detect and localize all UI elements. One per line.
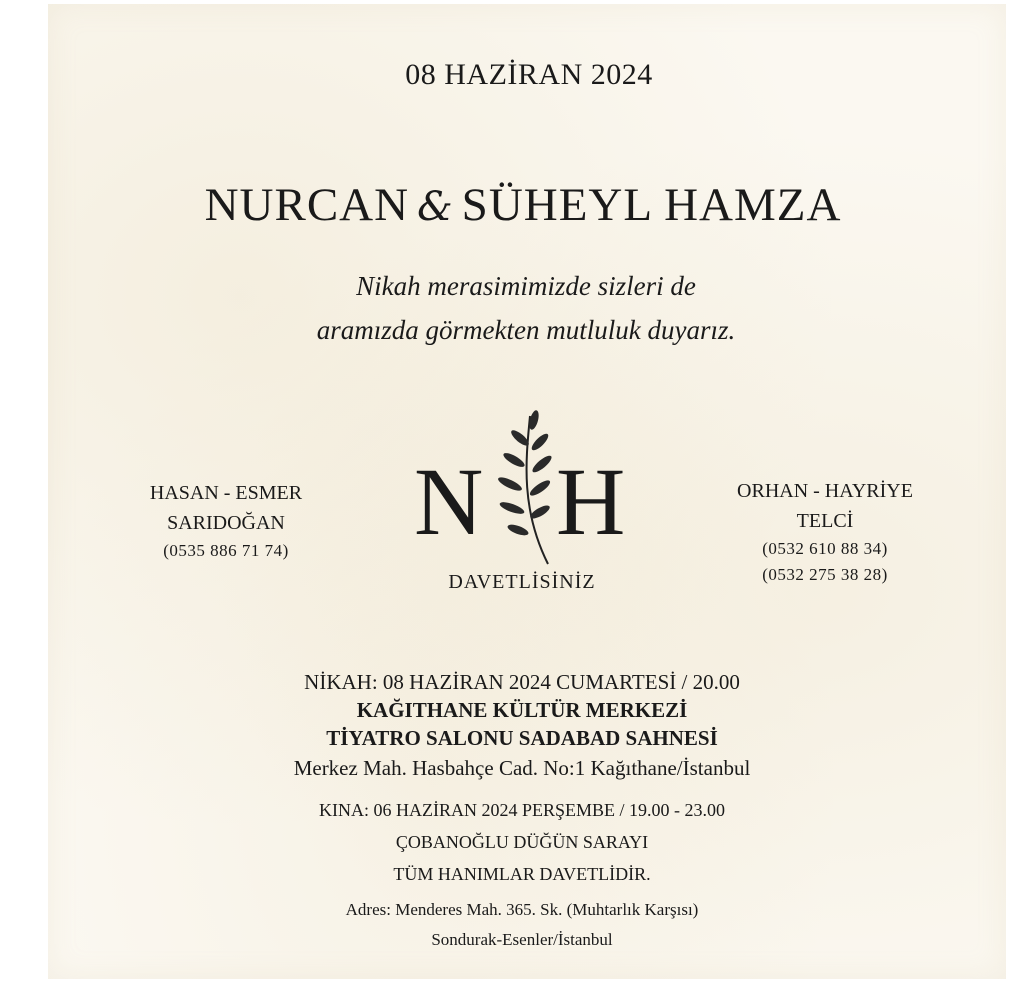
bride-name: NURCAN <box>204 179 410 231</box>
nikah-venue-1: KAĞITHANE KÜLTÜR MERKEZİ <box>356 698 688 722</box>
groom-family <box>737 476 913 588</box>
groom-parents: ORHAN - HAYRİYE <box>737 480 913 502</box>
invited-label: DAVETLİSİNİZ <box>448 571 596 593</box>
groom-phone-2: (0532 275 38 28) <box>762 565 888 584</box>
kina-address-2: Sondurak-Esenler/İstanbul <box>431 930 613 949</box>
nikah-venue-2: TİYATRO SALONU SADABAD SAHNESİ <box>326 726 718 750</box>
bride-family <box>150 478 302 564</box>
message-line-1: Nikah merasimimizde sizleri de <box>356 271 696 301</box>
groom-name: SÜHEYL HAMZA <box>461 179 842 231</box>
message-line-2: aramızda görmekten mutluluk duyarız. <box>316 315 736 345</box>
kina-address-1: Adres: Menderes Mah. 365. Sk. (Muhtarlık Karşısı) <box>345 900 699 919</box>
kina-note: TÜM HANIMLAR DAVETLİDİR. <box>393 864 651 884</box>
couple-names <box>205 178 842 232</box>
monogram-h: H <box>556 448 626 555</box>
wedding-date: 08 HAZİRAN 2024 <box>405 58 653 91</box>
groom-surname: TELCİ <box>796 510 854 532</box>
bride-phone: (0535 886 71 74) <box>163 541 289 560</box>
kina-venue: ÇOBANOĞLU DÜĞÜN SARAYI <box>395 832 649 852</box>
kina-datetime: KINA: 06 HAZİRAN 2024 PERŞEMBE / 19.00 - 23.00 <box>318 800 726 820</box>
groom-phone-1: (0532 610 88 34) <box>762 539 888 558</box>
bride-surname: SARIDOĞAN <box>167 512 285 534</box>
olive-branch-icon <box>490 408 562 568</box>
monogram-n: N <box>414 448 484 555</box>
nikah-datetime: NİKAH: 08 HAZİRAN 2024 CUMARTESİ / 20.00 <box>304 670 740 694</box>
ampersand: & <box>417 184 454 230</box>
nikah-address: Merkez Mah. Hasbahçe Cad. No:1 Kağıthane/İstanbul <box>293 756 751 780</box>
bride-parents: HASAN - ESMER <box>149 482 303 504</box>
